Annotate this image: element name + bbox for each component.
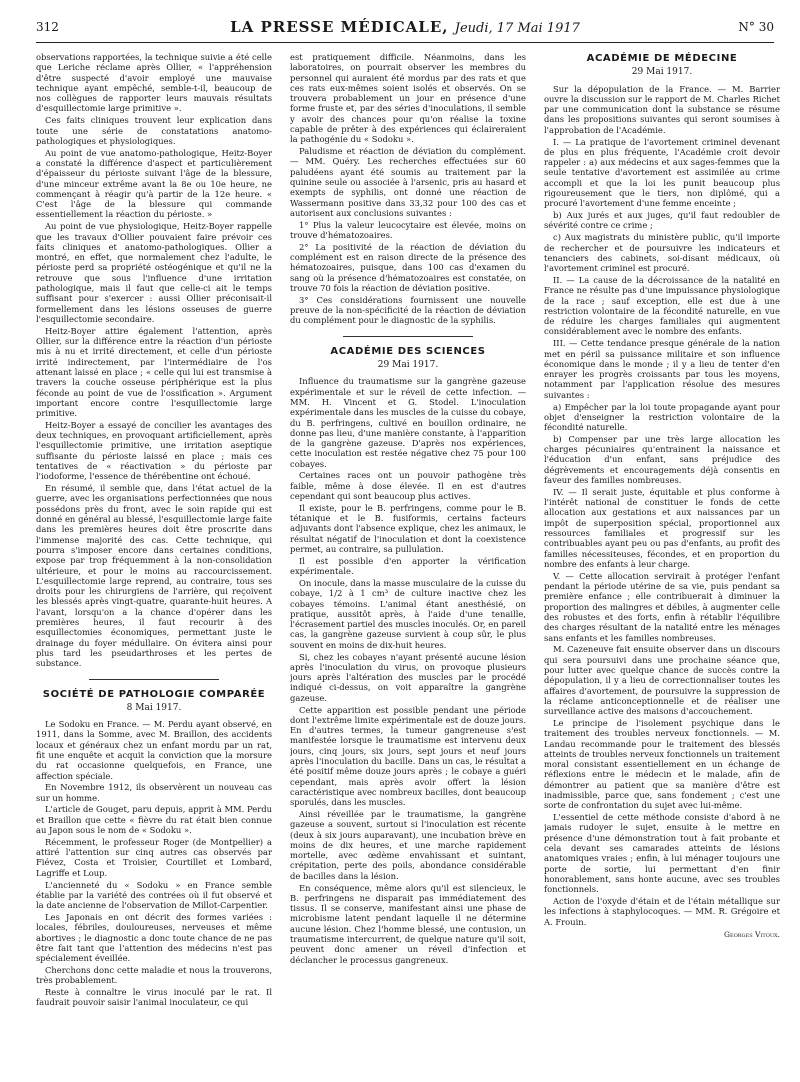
section-heading: ACADÉMIE DE MÉDECINE [586, 53, 738, 64]
paragraph: Au point de vue physiologique, Heitz-Boyer rappelle que les travaux d'Ollier pouvaient faire prévoir ces faits cliniques et anatomo-pathologiques. Ollier a montré, en effet, que normalement chez l'adulte, le périoste perd sa propriété ostéogénique et qu'il ne la retrouve que sous l'influence d'une irritation pathologique, mais il faut que celle-ci ait le temps suffisant pour s'exercer : aussi Ollier préconisait-il formellement dans les lésions osseuses de guerre l'esquillectomie secondaire. [36, 221, 272, 324]
paragraph: b) Aux jurés et aux juges, qu'il faut redoubler de sévérité contre ce crime ; [544, 210, 780, 231]
paragraph: Récemment, le professeur Roger (de Montpellier) a attiré l'attention sur cinq autres cas observés par Fiévez, Costa et Troisier, Courtillet et Lombard, Lagriffe et Loup. [36, 836, 272, 878]
paragraph: observations rapportées, la technique suivie a été celle que Leriche réclame après Ollier, « l'appréhension d'être suspecté d'avoir employé une mauvaise technique ayant empêché, semble-t-il, beaucoup de nos collègues de rapporter leurs mauvais résultats d'esquillectomie large primitive ». [36, 52, 272, 114]
paragraph: L'ancienneté du « Sodoku » en France semble établie par la variété des contrées où il fut observé et la date ancienne de l'observation de Millot-Carpentier. [36, 879, 272, 911]
paragraph: Paludisme et réaction de déviation du complément. — MM. Quéry. Les recherches effectuées sur 60 paludéens ayant été soumis au traitement par la quinine seule ou associée à l'arsenic, pris au hasard et exempts de syphilis, ont donné une réaction de Wassermann positive dans 33,32 pour 100 des cas et autorisent aux conclusions suivantes : [290, 146, 526, 218]
column-right [544, 52, 780, 1067]
paragraph: 1° Plus la valeur leucocytaire est élevée, moins on trouve d'hématozoaires. [290, 219, 526, 241]
paragraph: V. — Cette allocation servirait à protéger l'enfant pendant la période utérine de sa vie, puis pendant sa première enfance ; elle contribuerait à diminuer la proportion des malingres et débiles, à augmenter celle des robustes et des forts, enfin à rétablir l'équilibre des charges résultant de la natalité entre les ménages sans enfants et les familles nombreuses. [544, 570, 780, 643]
paragraph: III. — Cette tendance presque générale de la nation met en péril sa puissance militaire et son influence économique dans le monde ; il y a lieu de tenter d'en enrayer les progrès croissants par tous les moyens, notamment par l'application résolue des mesures suivantes : [544, 338, 780, 400]
paragraph: IV. — Il serait juste, équitable et plus conforme à l'intérêt national de constituer le fonds de cette allocation aux gestations et aux naissances par un impôt de superposition spécial, proportionnel aux ressources familiales et progressif sur les contribuables ayant peu ou pas d'enfants, au profit des familles nécessiteuses, fécondes, et en proportion du nombre des enfants à leur charge. [544, 486, 780, 569]
paragraph: a) Empêcher par la loi toute propagande ayant pour objet d'enseigner la restriction volontaire de la fécondité naturelle. [544, 401, 780, 433]
paragraph: Les Japonais en ont décrit des formes variées : locales, fébriles, douloureuses, nerveuses et même abortives ; le diagnostic a donc toute chance de ne pas être fait tant que l'attention des médecins n'est pas spécialement éveillée. [36, 911, 272, 964]
paragraph: En conséquence, même alors qu'il est silencieux, le B. perfringens ne disparait pas immédiatement des tissus. Il se conserve, manifestant ainsi une phase de microbisme latent pendant laquelle il ne détermine aucune lésion. Chez l'homme blessé, une contusion, un traumatisme intercurrent, de quelque nature qu'il soit, peuvent donc amener un réveil d'infection et déclancher le processus gangreneux. [290, 882, 526, 965]
paragraph: Sur la dépopulation de la France. — M. Barrier ouvre la discussion sur le rapport de M. Charles Richet par une communication dont la substance se résume dans les propositions suivantes qui seront soumises à l'approbation de l'Académie. [544, 83, 780, 135]
section-heading: SOCIÉTÉ DE PATHOLOGIE COMPARÉE [42, 688, 266, 700]
paragraph: Reste à connaître le virus inoculé par le rat. Il faudrait pouvoir saisir l'animal inoculateur, ce qui [36, 987, 272, 1008]
author-signature: Georges Vitoux. [724, 929, 780, 939]
paragraph: Si, chez les cobayes n'ayant présenté aucune lésion après l'inoculation du virus, on provoque plusieurs jours après l'altération des muscles par le procédé indiqué ci-dessus, on voit apparaître la gangrène gazeuse. [290, 651, 526, 703]
paragraph: En résumé, il semble que, dans l'état actuel de la guerre, avec les organisations perfectionnées que nous possédons près du front, avec le soin rapide qui est donné en général au blessé, l'esquillectomie large faite dans les premières heures doit être proscrite dans l'immense majorité des cas. Cette technique, qui pourra s'imposer encore dans certaines conditions, expose par trop fréquemment à la non-consolidation ultérieure, et pour le moins au raccourcissement. L'esquillectomie large reprend, au contraire, tous ses droits pour les chirurgiens de l'arrière, qui reçoivent les blessés après vingt-quatre, quarante-huit heures. A l'avant, lorsqu'on a la chance d'opérer dans les premières heures, il faut recourir à des esquillectomies économiques, permettant juste le drainage du foyer médullaire. On évitera ainsi pour plus tard les pseudarthroses et les pertes de substance. [36, 483, 272, 669]
section-divider [343, 336, 473, 337]
journal-name: LA PRESSE MÉDICALE, [230, 18, 449, 36]
paragraph: c) Aux magistrats du ministère public, qu'il importe de rechercher et de poursuivre les indicateurs et tenanciers des cabinets, soi-disant médicaux, où l'avortement criminel est procuré. [544, 232, 780, 274]
paragraph: Le Sodoku en France. — M. Perdu ayant observé, en 1911, dans la Somme, avec M. Braillon, des accidents locaux et généraux chez un enfant mordu par un rat, fit une enquête et acquit la conviction que la morsure du rat occasionne quelquefois, en France, une affection spéciale. [36, 719, 272, 781]
page-number: 312 [36, 20, 59, 34]
page-header [36, 20, 774, 43]
paragraph: M. Cazeneuve fait ensuite observer dans un discours qui sera poursuivi dans une prochaine séance que, pour lutter avec quelque chance de succès contre la dépopulation, il y a lieu de correctionnaliser toutes les affaires d'avortement, de poursuivre la suppression de la réclame anticonceptionnelle et de réaliser une surveillance active des maisons d'accouchement. [544, 644, 780, 717]
issue-number: N° 30 [738, 20, 774, 34]
paragraph: L'essentiel de cette méthode consiste d'abord à ne jamais rudoyer le sujet, ensuite à le mettre en présence d'une démonstration tout à fait probante et cela devant ses camarades atteints de lésions anatomiques vraies ; enfin, à lui ménager toujours une porte de sortie, lui permettant d'en finir honorablement, sans honte aucune, avec ses troubles fonctionnels. [544, 812, 780, 895]
paragraph: Heitz-Boyer attire également l'attention, après Ollier, sur la différence entre la réaction d'un périoste mis à nu et irrité directement, et celle d'un périoste irrité indirectement, par l'intermédiaire de l'os attenant laissé en place ; « celle qui lui est transmise à travers la couche osseuse périphérique est la plus féconde au point de vue de l'ossification ». Argument important encore contre l'esquillectomie large primitive. [36, 325, 272, 419]
paragraph: Cherchons donc cette maladie et nous la trouverons, très probablement. [36, 964, 272, 986]
paragraph: I. — La pratique de l'avortement criminel devenant de plus en plus fréquente, l'Académie croit devoir rappeler : a) aux médecins et aux sages-femmes que la seule tentative d'avortement est assimilée au crime accompli et que la loi les punit beaucoup plus rigoureusement que le tiers, non diplômé, qui a procuré l'avortement d'une femme enceinte ; [544, 136, 780, 209]
paragraph: Au point de vue anatomo-pathologique, Heitz-Boyer a constaté la différence d'aspect et particulièrement d'épaisseur du périoste suivant l'âge de la blessure, d'une minceur extrême avant la 8e ou 10e heure, ne commençant à réagir qu'à partir de la 12e heure. « C'est l'âge de la blessure qui commande essentiellement la réaction du périoste. » [36, 147, 272, 220]
paragraph: Il existe, pour le B. perfringens, comme pour le B. tétanique et le B. fusiformis, certains facteurs adjuvants dont l'absence explique, chez les animaux, le résultat négatif de l'inoculation et dont la coexistence permet, au contraire, sa pullulation. [290, 502, 526, 555]
column-left [36, 52, 272, 1067]
paragraph: Ces faits cliniques trouvent leur explication dans toute une série de constatations anatomo-pathologiques et physiologiques. [36, 115, 272, 146]
section-heading: ACADÉMIE DES SCIENCES [330, 345, 486, 357]
paragraph: 2° La positivité de la réaction de déviation du complément est en raison directe de la présence des hématozoaires, puisque, dans 100 cas d'examen du sang où la présence d'hématozoaires est constatée, on trouve 70 fois la réaction de déviation positive. [290, 241, 526, 294]
paragraph: Cette apparition est possible pendant une période dont l'extrême limite expérimentale est de douze jours. En d'autres termes, la tumeur gangreneuse s'est manifestée lorsque le traumatisme est intervenu deux jours, cinq jours, six jours, sept jours et neuf jours après l'inoculation du bacille. Dans un cas, le résultat a été positif même douze jours après ; le cobaye a guéri cependant, mais après avoir offert la lésion caractéristique avec nombreux bacilles, dont beaucoup sporulés, dans les muscles. [290, 704, 526, 808]
paragraph: On inocule, dans la masse musculaire de la cuisse du cobaye, 1/2 à 1 cm³ de culture inactive chez les cobayes témoins. L'animal étant anesthésié, on pratique, aussitôt après, à l'aide d'une tenaille, l'écrasement partiel des muscles inoculés. Or, en pareil cas, la gangrène gazeuse survient à coup sûr, le plus souvent en moins de dix-huit heures. [290, 577, 526, 650]
section-date: 8 Mai 1917. [126, 702, 182, 713]
section-date: 29 Mai 1917. [377, 360, 439, 371]
paragraph: Certaines races ont un pouvoir pathogène très faible, même à dose élevée. Il en est d'autres cependant qui sont beaucoup plus actives. [290, 470, 526, 502]
paragraph: Ainsi réveillée par le traumatisme, la gangrène gazeuse a souvent, surtout si l'inoculation est récente (deux à six jours auparavant), une incubation brève en moins de dix heures, et une marche rapidement mortelle, avec œdème envahissant et suintant, crépitation, perte des poils, abondance considérable de bacilles dans la lésion. [290, 808, 526, 881]
paragraph: Il est possible d'en apporter la vérification expérimentale. [290, 555, 526, 577]
paragraph: Le principe de l'isolement psychique dans le traitement des troubles nerveux fonctionnels. — M. Landau recommande pour le traitement des blessés atteints de troubles nerveux fonctionnels un traitement moral consistant essentiellement en un échange de réflexions entre le médecin et le malade, afin de démontrer au patient que sa manière d'être est inadmissible, parce que, sans fondement ; c'est une sorte de confrontation du sujet avec lui-même. [544, 717, 780, 811]
paragraph: b) Compenser par une très large allocation les charges pécuniaires qu'entrainent la naissance et l'éducation d'un enfant, sans préjudice des dégrèvements et encouragements déjà consentis en faveur des familles nombreuses. [544, 433, 780, 486]
section-divider [89, 679, 219, 680]
paragraph: L'article de Gouget, paru depuis, apprit à MM. Perdu et Braillon que cette « fièvre du rat était bien connue au Japon sous le nom de « Sodoku ». [36, 804, 272, 836]
paragraph: En Novembre 1912, ils observèrent un nouveau cas sur un homme. [36, 782, 272, 803]
paragraph: 3° Ces considérations fournissent une nouvelle preuve de la non-spécificité de la réaction de déviation du complément pour le diagnostic de la syphilis. [290, 294, 526, 326]
paragraph: Heitz-Boyer a essayé de concilier les avantages des deux techniques, en provoquant artificiellement, après l'esquillectomie primitive, une irritation aseptique suffisante du périoste laissé en place ; mais ces tentatives de « réactivation » du périoste par l'iodoforme, l'essence de thérébentine ont échoué. [36, 419, 272, 482]
column-middle [290, 52, 526, 1067]
paragraph: Influence du traumatisme sur la gangrène gazeuse expérimentale et sur le réveil de cette infection. — MM. H. Vincent et G. Stodel. L'inoculation expérimentale dans les muscles de la cuisse du cobaye, du B. perfringens, cultivé en bouillon ordinaire, ne donne pas lieu, d'une manière constante, à l'apparition de la gangrène gazeuse. D'après nos expériences, cette inoculation est restée négative chez 75 pour 100 cobayes. [290, 376, 526, 469]
paragraph: Action de l'oxyde d'étain et de l'étain métallique sur les infections à staphylocoques. — MM. R. Grégoire et A. Frouin. [544, 895, 780, 927]
paragraph: II. — La cause de la décroissance de la natalité en France ne résulte pas d'une impuissance physiologique de la race ; sauf exception, elle est due à une restriction volontaire de la fécondité naturelle, en vue de réduire les charges familiales qui augmentent considérablement avec le nombre des enfants. [544, 274, 780, 337]
section-date: 29 Mai 1917. [631, 67, 693, 78]
paragraph: est pratiquement difficile. Néanmoins, dans les laboratoires, on pourrait observer les membres du personnel qui auraient été mordus par des rats et que ces rats eux-mêmes soient isolés et observés. On se trouvera probablement un jour en présence d'une forme fruste et, par des séries d'inoculations, il semble y avoir des chances pour qu'on réalise la toxine capable de prêter à des expériences qui éclaireraient la pathogénie du « Sodoku ». [290, 52, 526, 145]
journal-title [36, 18, 774, 36]
issue-date: Jeudi, 17 Mai 1917 [454, 21, 580, 36]
